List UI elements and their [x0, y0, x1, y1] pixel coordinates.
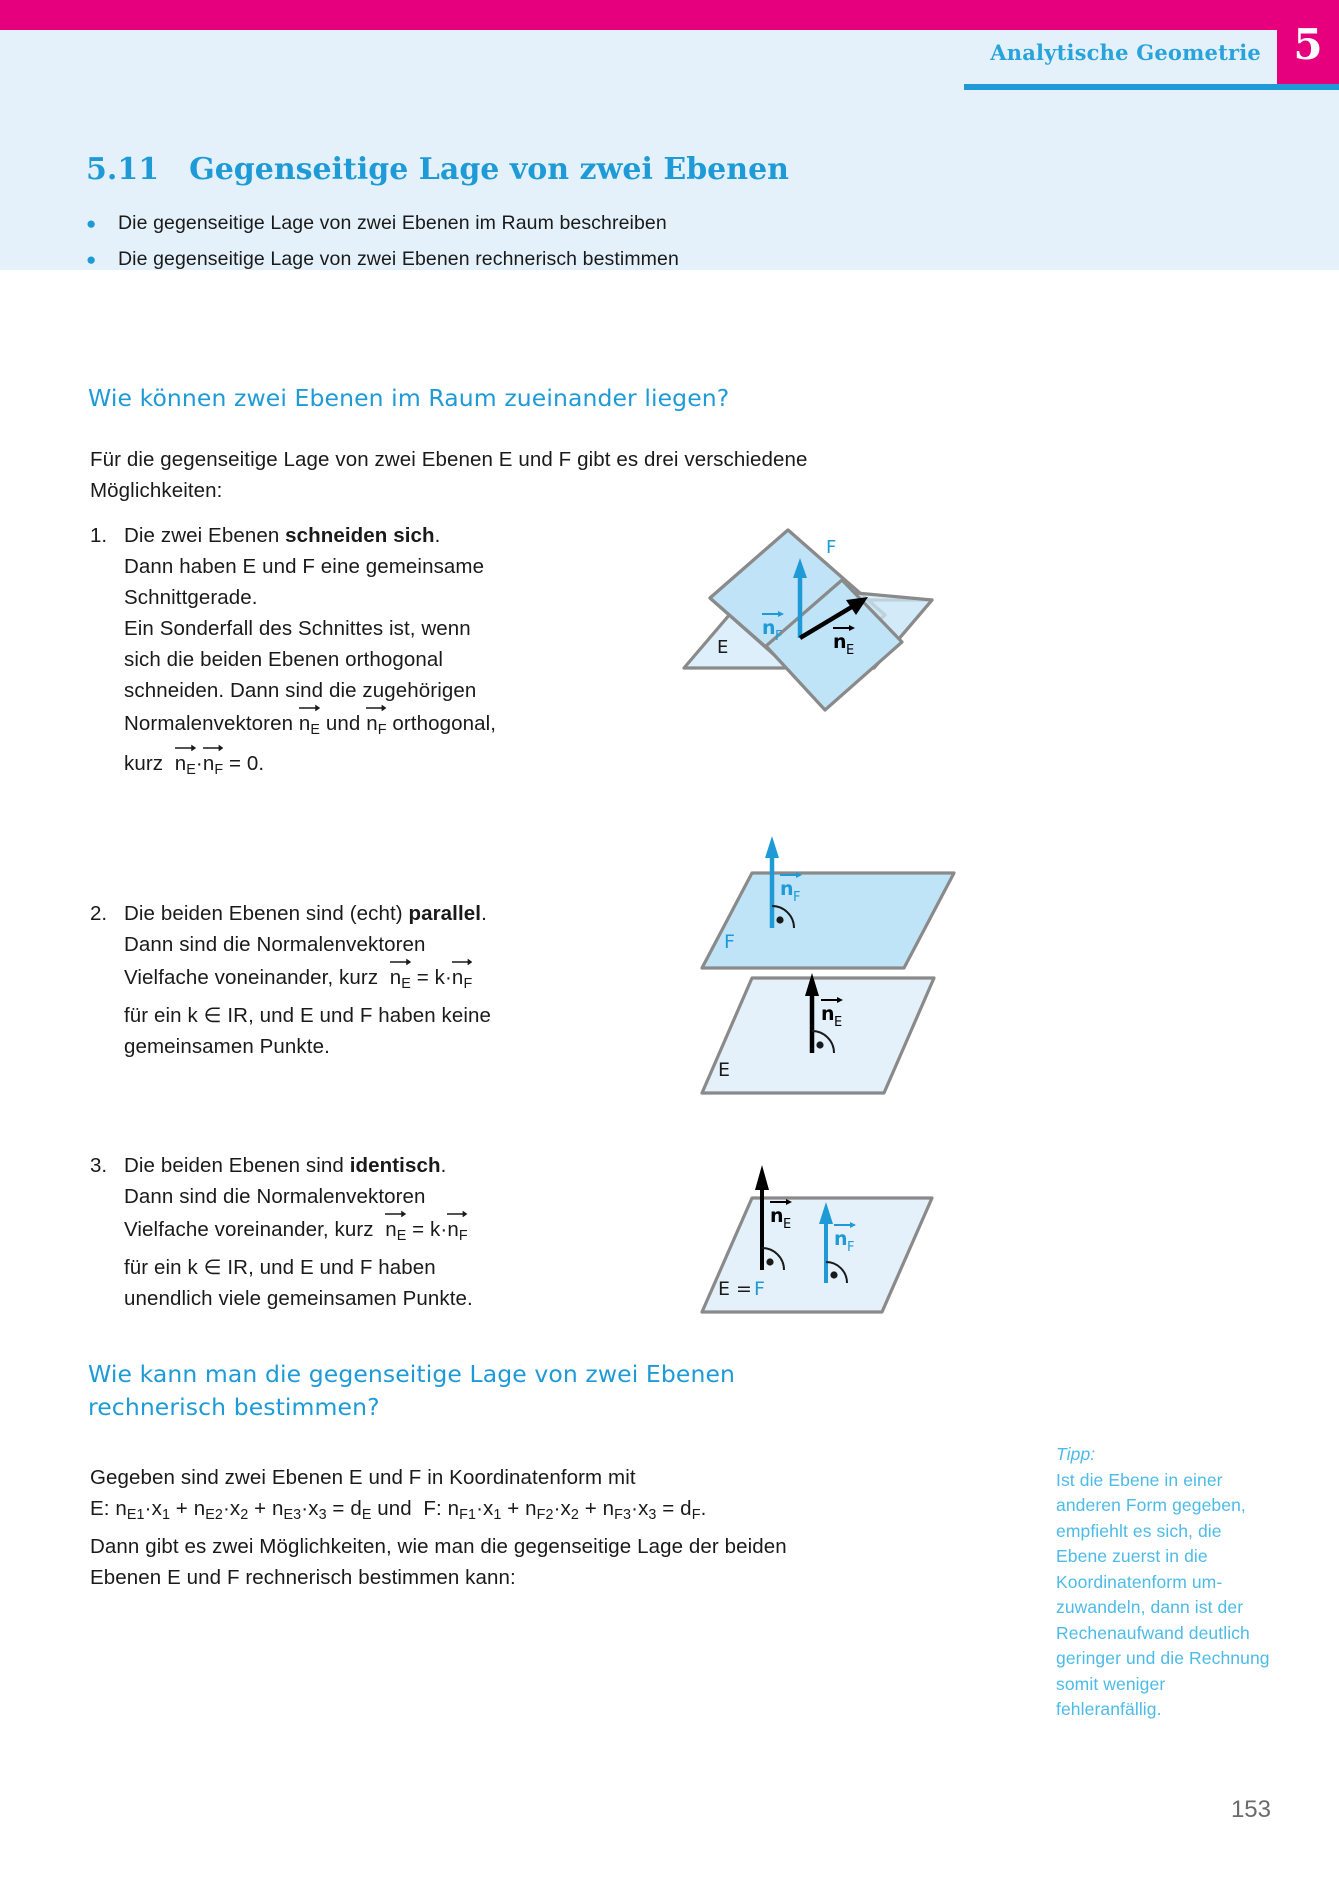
item-line: Dann sind die Normalenvektoren — [124, 1185, 426, 1208]
svg-text:n: n — [762, 617, 776, 639]
vector-nE-head — [755, 1165, 769, 1190]
term-nE3: $n_{E3}$ — [272, 1497, 302, 1524]
svg-text:n: n — [834, 1228, 848, 1250]
list-item — [86, 248, 986, 271]
term-dE: $d_E$ — [350, 1497, 372, 1524]
dot-operator: · — [195, 752, 203, 776]
item-line: sich die beiden Ebenen orthogonal — [124, 648, 444, 671]
formula-line-2: E: $n_{E1}\cdot x_1 + n_{E2}\cdot x_2 + n_{E3}\cdot x_3 = d_E$ und F: $n_{F1}\cdot x_1 + n_{F2}\cdot x_2 + n_{F3}\cdot x_3 = d_F$. — [90, 1497, 707, 1524]
vector-nF-head — [765, 836, 779, 858]
label-E-text: E — [718, 1059, 731, 1081]
term-x2: $x_2$ — [229, 1497, 249, 1524]
numbered-item-2 — [90, 898, 650, 1062]
vector-n-F — [447, 1212, 467, 1252]
section-number: 5.11 — [86, 152, 160, 187]
item-lead-bold: identisch — [349, 1154, 441, 1177]
objective-text: Die gegenseitige Lage von zwei Ebenen im Raum beschreiben — [118, 212, 667, 234]
label-F-text: F — [724, 931, 735, 953]
svg-text:E: E — [834, 1015, 843, 1030]
label-E-equals: E = — [718, 1278, 752, 1300]
right-angle-dot — [776, 916, 783, 923]
vector-subscript: F — [377, 722, 387, 739]
vector-subscript: F — [463, 976, 473, 993]
term-x3: $x_3$ — [308, 1497, 327, 1524]
conjunction-und: und — [377, 1497, 412, 1520]
vector-n-F — [366, 706, 386, 746]
tip-label: Tipp: — [1056, 1444, 1096, 1464]
item-line-vectors — [124, 966, 473, 993]
vector-n-E — [385, 1212, 406, 1252]
intro-line-1: Für die gegenseitige Lage von zwei Ebenen E und F gibt es drei verschiedene — [90, 448, 808, 471]
vector-n-F — [452, 960, 472, 1000]
vector-subscript: E — [396, 1228, 407, 1245]
vector-arrow-icon — [203, 743, 223, 751]
item-line: Schnittgerade. — [124, 586, 258, 609]
vec-line-prefix: Normalenvektoren — [124, 712, 299, 735]
subheading-line-1: Wie kann man die gegenseitige Lage von zwei Ebenen — [88, 1360, 735, 1388]
header-blue-rule — [964, 84, 1339, 90]
item-marker: 2. — [90, 902, 108, 925]
term-x1: $x_1$ — [483, 1497, 502, 1524]
item-lead: Die beiden Ebenen sind — [124, 1154, 350, 1177]
objective-text: Die gegenseitige Lage von zwei Ebenen rechnerisch bestimmen — [118, 248, 679, 270]
vector-subscript: E — [186, 762, 196, 779]
right-angle-dot — [830, 1271, 837, 1278]
svg-text:n: n — [833, 631, 847, 653]
item-line: unendlich viele gemeinsamen Punkte. — [124, 1287, 473, 1311]
item-body — [124, 1150, 473, 1314]
equals-k-times: = k· — [406, 1218, 448, 1241]
vector-base-letter: n — [389, 966, 402, 989]
subheading-question-1: Wie können zwei Ebenen im Raum zueinander liegen? — [88, 384, 730, 412]
svg-text:F: F — [847, 1240, 855, 1255]
vec-line-tail: orthogonal, — [386, 712, 497, 735]
label-F-text: F — [754, 1278, 765, 1300]
bullet-icon: ● — [86, 250, 97, 269]
item-body — [124, 520, 496, 786]
vector-n-E — [175, 746, 196, 786]
svg-text:n: n — [780, 878, 794, 900]
vector-n-E — [390, 960, 411, 1000]
svg-text:E: E — [783, 1217, 792, 1232]
vector-base-letter: n — [174, 752, 187, 776]
vector-subscript: E — [401, 976, 411, 993]
item-lead-tail: . — [434, 524, 441, 547]
plane-F-label: F: — [423, 1497, 442, 1520]
figure-two-parallel-planes — [684, 828, 984, 1113]
item-line: Dann haben E und F eine gemeinsame — [124, 555, 485, 578]
item-line-vectors — [124, 712, 497, 739]
plane-label-E — [717, 637, 728, 658]
vector-arrow-icon — [175, 743, 196, 751]
term-nE1: $n_{E1}$ — [115, 1497, 145, 1524]
figure-two-identical-planes — [684, 1140, 984, 1345]
vector-subscript: F — [458, 1228, 468, 1245]
vector-base-letter: n — [202, 752, 215, 776]
item-lead-tail: . — [440, 1154, 447, 1177]
item-line: gemeinsamen Punkte. — [124, 1035, 330, 1059]
item-line: für ein k ∈ IR, und E und F haben — [124, 1256, 436, 1280]
section-title: Gegenseitige Lage von zwei Ebenen — [189, 152, 789, 187]
item-lead-bold: schneiden sich — [285, 524, 435, 547]
vector-arrow-icon — [299, 703, 320, 711]
vector-n-F — [203, 746, 223, 786]
list-item — [86, 212, 986, 235]
subheading-question-2 — [88, 1358, 808, 1424]
item-lead: Die beiden Ebenen sind (echt) — [124, 902, 409, 925]
formula-line-3: Dann gibt es zwei Möglichkeiten, wie man die gegenseitige Lage der beiden — [90, 1535, 787, 1559]
vector-subscript: E — [310, 722, 321, 739]
vector-arrow-icon — [452, 957, 472, 965]
vector-arrow-icon — [385, 1209, 406, 1217]
svg-text:E: E — [846, 643, 855, 658]
item-line: für ein k ∈ IR, und E und F haben keine — [124, 1004, 492, 1028]
svg-text:n: n — [821, 1003, 835, 1025]
term-x3: $x_3$ — [638, 1497, 657, 1524]
figure-two-intersecting-planes — [670, 520, 1000, 770]
tip-text: Ist die Ebene in einer anderen Form gegeben, empfiehlt es sich, die Ebene zuerst in die Koordinatenform um- zuwandeln, dann ist der Rechenaufwand deutlich geringer und die Rechnung somit weniger fehleranfällig. — [1056, 1469, 1270, 1719]
vector-arrow-icon — [447, 1209, 467, 1217]
vector-base-letter: n — [447, 1218, 459, 1241]
item-body — [124, 898, 491, 1062]
vector-base-letter: n — [366, 712, 378, 735]
vec-line-prefix: Vielfache voneinander, kurz — [124, 966, 384, 989]
page-number: 153 — [1230, 1796, 1271, 1823]
item-lead: Die zwei Ebenen — [124, 524, 286, 547]
learning-objectives-list — [86, 212, 986, 284]
right-angle-dot — [766, 1258, 773, 1265]
item-line: Ein Sonderfall des Schnittes ist, wenn — [124, 617, 471, 640]
vector-n-E — [299, 706, 320, 746]
item-line: Dann sind die Normalenvektoren — [124, 933, 426, 956]
intro-paragraph — [90, 444, 910, 506]
formula-line-1: Gegeben sind zwei Ebenen E und F in Koordinatenform mit — [90, 1466, 636, 1489]
term-nF2: $n_{F2}$ — [525, 1497, 554, 1524]
svg-text:n: n — [770, 1205, 784, 1227]
vector-subscript: F — [214, 762, 224, 779]
intro-line-2: Möglichkeiten: — [90, 479, 223, 502]
plane-E-label: E: — [90, 1497, 110, 1520]
plane-label-F — [826, 537, 836, 558]
vec-line-mid: und — [320, 712, 367, 735]
chapter-title: Analytische Geometrie — [990, 40, 1261, 65]
right-angle-dot — [816, 1041, 823, 1048]
svg-text:F: F — [793, 890, 801, 905]
chapter-number-tab: 5 — [1277, 0, 1339, 90]
term-nF1: $n_{F1}$ — [447, 1497, 477, 1524]
numbered-item-3 — [90, 1150, 650, 1314]
vec-line-prefix: Vielfache voreinander, kurz — [124, 1218, 380, 1241]
section-heading — [86, 152, 789, 187]
tip-box — [1056, 1442, 1274, 1723]
formula-prefix: kurz — [124, 752, 169, 776]
top-magenta-bar — [0, 0, 1339, 30]
item-lead-bold: parallel — [408, 902, 482, 925]
vector-base-letter: n — [451, 966, 464, 989]
item-line: schneiden. Dann sind die zugehörigen — [124, 679, 477, 702]
coordinate-form-paragraph — [90, 1462, 990, 1593]
bullet-icon: ● — [86, 214, 97, 233]
formula-tail: = 0. — [223, 752, 265, 776]
item-marker: 3. — [90, 1154, 108, 1177]
term-nF3: $n_{F3}$ — [602, 1497, 632, 1524]
term-x2: $x_2$ — [560, 1497, 579, 1524]
vector-arrow-icon — [390, 957, 411, 965]
item-lead-tail: . — [481, 902, 487, 925]
plane-F-surface — [702, 873, 954, 968]
term-x1: $x_1$ — [151, 1497, 171, 1524]
label-F-text: F — [826, 537, 837, 558]
subheading-line-2: rechnerisch bestimmen? — [88, 1393, 380, 1421]
vector-arrow-icon — [366, 703, 386, 711]
term-dF: $d_F$ — [680, 1497, 701, 1524]
svg-text:F: F — [775, 629, 783, 644]
vector-base-letter: n — [298, 712, 311, 735]
term-nE2: $n_{E2}$ — [193, 1497, 223, 1524]
item-marker: 1. — [90, 524, 108, 547]
vector-base-letter: n — [385, 1218, 397, 1241]
label-E-text: E — [717, 637, 729, 658]
equals-k-times: = k· — [410, 966, 452, 989]
formula-line-4: Ebenen E und F rechnerisch bestimmen kann: — [90, 1566, 516, 1590]
numbered-item-1 — [90, 520, 650, 786]
item-line-vectors — [124, 1218, 468, 1245]
item-formula-line — [124, 752, 265, 779]
